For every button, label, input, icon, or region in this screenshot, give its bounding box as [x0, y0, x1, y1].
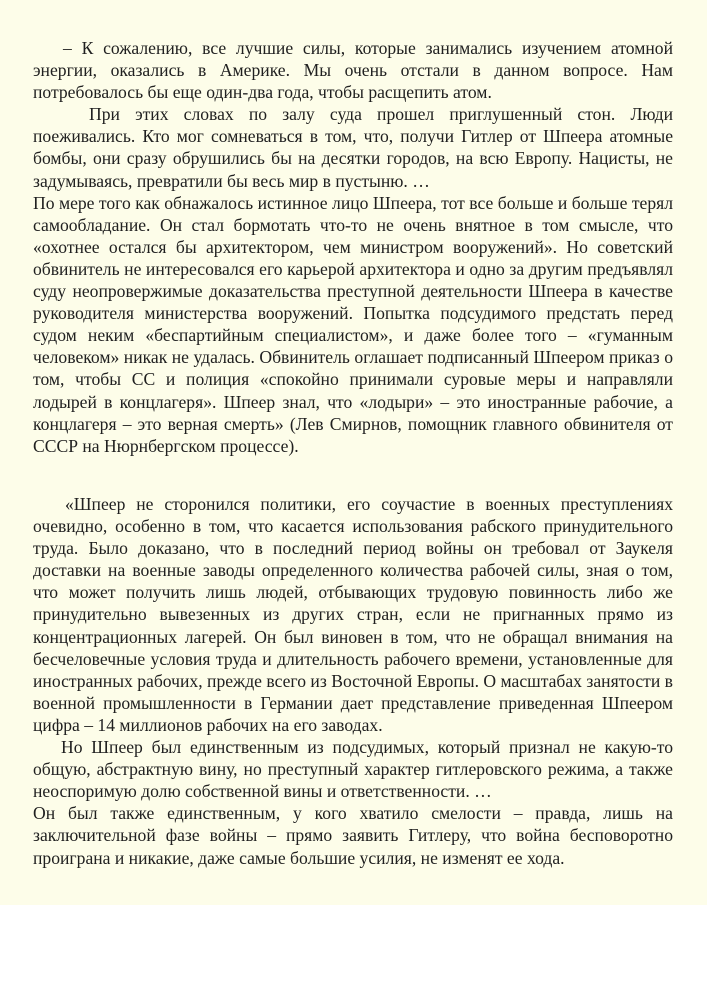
paragraph-speer-quote: – К сожалению, все лучшие силы, которые занимались изучением атомной энергии, оказались в Америке. Мы очень отстали в данном вопросе. Нам потребовалось бы еще один-два года, чтобы расщепить атом.	[33, 38, 673, 103]
paragraph-courage: Он был также единственным, у кого хватило смелости – правда, лишь на заключительной фазе войны – прямо заявить Гитлеру, что война бесповоротно проиграна и никакие, даже самые большие усилия, не изменят ее хода.	[33, 803, 673, 868]
paragraph-smirnov-account: По мере того как обнажалось истинное лицо Шпеера, тот все больше и больше терял самообладание. Он стал бормотать что-то не очень внятное в том смысле, что «охотнее остался бы архитектором, чем министром вооружений». Но советский обвинитель не интересовался его карьерой архитектора и одно за другим предъявлял суду неопровержимые доказательства преступной деятельности Шпеера в качестве руководителя министерства вооружений. Попытка подсудимого предстать перед судом неким «беспартийным специалистом», и даже более того – «гуманным человеком» никак не удалась. Обвинитель оглашает подписанный Шпеером приказ о том, чтобы СС и полиция «спокойно принимали суровые меры и направляли лодырей в концлагеря». Шпеер знал, что «лодыри» – это иностранные рабочие, а концлагеря – это верная смерть» (Лев Смирнов, помощник главного обвинителя от СССР на Нюрнбергском процессе).	[33, 192, 673, 456]
paragraph-forced-labor: «Шпеер не сторонился политики, его соучастие в военных преступлениях очевидно, особенно в том, что касается использования рабского принудительного труда. Было доказано, что в последний период войны он требовал от Заукеля доставки на военные заводы определенного количества рабочей силы, зная о том, что может получить лишь людей, отбывающих трудовую повинность либо же принудительно вывезенных из других стран, если не пригнанных прямо из концентрационных лагерей. Он был виновен в том, что не обращал внимания на бесчеловечные условия труда и длительность рабочего времени, установленные для иностранных рабочих, прежде всего из Восточной Европы. О масштабах занятости в военной промышленности в Германии дает представление приведенная Шпеером цифра – 14 миллионов рабочих на его заводах.	[33, 494, 673, 735]
paragraph-courtroom-reaction: При этих словах по залу суда прошел приглушенный стон. Люди поеживались. Кто мог сомневаться в том, что, получи Гитлер от Шпеера атомные бомбы, они сразу обрушились бы на десятки городов, на всю Европу. Нацисты, не задумываясь, превратили бы весь мир в пустыню. …	[33, 104, 673, 191]
paragraph-admission-of-guilt: Но Шпеер был единственным из подсудимых, который признал не какую-то общую, абстрактную вину, но преступный характер гитлеровского режима, а также неоспоримую долю собственной вины и ответственности. …	[33, 737, 673, 802]
text-block-bottom	[33, 493, 673, 869]
text-block-top	[33, 37, 673, 457]
